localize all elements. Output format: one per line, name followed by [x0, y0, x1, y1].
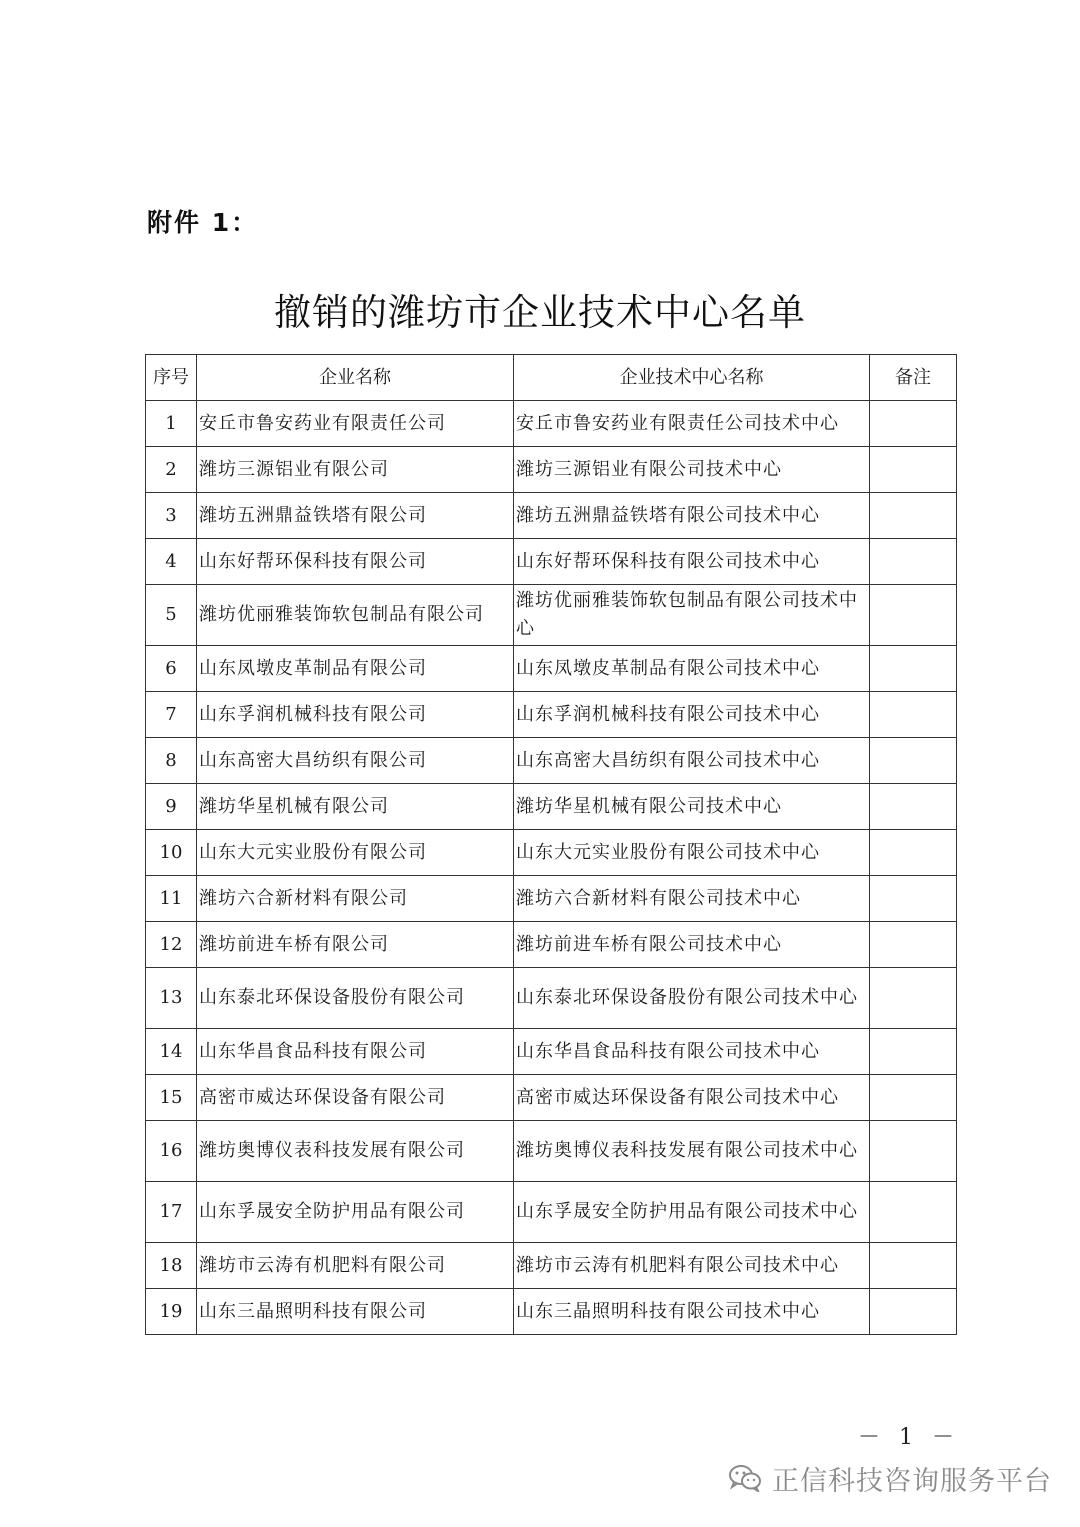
row-note	[870, 1075, 957, 1121]
row-note	[870, 401, 957, 447]
table-row	[146, 401, 957, 447]
enterprise-name: 潍坊五洲鼎益铁塔有限公司	[197, 493, 514, 539]
row-note	[870, 646, 957, 692]
row-number: 17	[146, 1182, 197, 1243]
center-name: 潍坊优丽雅装饰软包制品有限公司技术中心	[514, 585, 870, 646]
enterprise-name: 山东大元实业股份有限公司	[197, 830, 514, 876]
table-row	[146, 1182, 957, 1243]
enterprise-name: 高密市威达环保设备有限公司	[197, 1075, 514, 1121]
center-name: 山东高密大昌纺织有限公司技术中心	[514, 738, 870, 784]
table-row	[146, 1289, 957, 1335]
enterprise-name: 安丘市鲁安药业有限责任公司	[197, 401, 514, 447]
column-header-note: 备注	[870, 355, 957, 401]
table-row	[146, 922, 957, 968]
table-row	[146, 1029, 957, 1075]
enterprise-name: 潍坊三源铝业有限公司	[197, 447, 514, 493]
table-row	[146, 539, 957, 585]
enterprise-name: 山东泰北环保设备股份有限公司	[197, 968, 514, 1029]
table-row	[146, 692, 957, 738]
enterprise-name: 山东高密大昌纺织有限公司	[197, 738, 514, 784]
center-name: 潍坊六合新材料有限公司技术中心	[514, 876, 870, 922]
table-row	[146, 585, 957, 646]
center-name: 山东泰北环保设备股份有限公司技术中心	[514, 968, 870, 1029]
row-number: 3	[146, 493, 197, 539]
enterprise-name: 山东华昌食品科技有限公司	[197, 1029, 514, 1075]
row-note	[870, 447, 957, 493]
row-note	[870, 1243, 957, 1289]
center-name: 山东华昌食品科技有限公司技术中心	[514, 1029, 870, 1075]
center-name: 山东三晶照明科技有限公司技术中心	[514, 1289, 870, 1335]
row-number: 4	[146, 539, 197, 585]
row-note	[870, 968, 957, 1029]
enterprise-name: 潍坊奥博仪表科技发展有限公司	[197, 1121, 514, 1182]
row-number: 11	[146, 876, 197, 922]
row-number: 14	[146, 1029, 197, 1075]
enterprise-name: 潍坊华星机械有限公司	[197, 784, 514, 830]
table-row	[146, 1075, 957, 1121]
row-number: 15	[146, 1075, 197, 1121]
document-title: 撤销的潍坊市企业技术中心名单	[274, 291, 806, 334]
center-name: 山东好帮环保科技有限公司技术中心	[514, 539, 870, 585]
row-number: 7	[146, 692, 197, 738]
row-note	[870, 692, 957, 738]
watermark-text: 正信科技咨询服务平台	[772, 1465, 1052, 1497]
enterprise-name: 山东好帮环保科技有限公司	[197, 539, 514, 585]
row-number: 10	[146, 830, 197, 876]
row-note	[870, 1029, 957, 1075]
enterprise-name: 山东孚润机械科技有限公司	[197, 692, 514, 738]
row-note	[870, 1121, 957, 1182]
row-number: 5	[146, 585, 197, 646]
center-name: 潍坊五洲鼎益铁塔有限公司技术中心	[514, 493, 870, 539]
table-row	[146, 1243, 957, 1289]
row-number: 9	[146, 784, 197, 830]
row-number: 12	[146, 922, 197, 968]
row-number: 2	[146, 447, 197, 493]
center-name: 潍坊前进车桥有限公司技术中心	[514, 922, 870, 968]
row-note	[870, 738, 957, 784]
center-name: 潍坊市云涛有机肥料有限公司技术中心	[514, 1243, 870, 1289]
row-note	[870, 876, 957, 922]
enterprise-name: 山东三晶照明科技有限公司	[197, 1289, 514, 1335]
center-name: 潍坊华星机械有限公司技术中心	[514, 784, 870, 830]
enterprise-name: 山东凤墩皮革制品有限公司	[197, 646, 514, 692]
enterprise-name: 潍坊市云涛有机肥料有限公司	[197, 1243, 514, 1289]
row-number: 6	[146, 646, 197, 692]
center-name: 山东孚润机械科技有限公司技术中心	[514, 692, 870, 738]
row-number: 13	[146, 968, 197, 1029]
table-row	[146, 876, 957, 922]
row-note	[870, 539, 957, 585]
wechat-icon	[728, 1464, 762, 1492]
watermark	[728, 1458, 1052, 1498]
column-header-number: 序号	[146, 355, 197, 401]
table-row	[146, 738, 957, 784]
center-name: 潍坊三源铝业有限公司技术中心	[514, 447, 870, 493]
revoked-centers-table	[145, 354, 957, 1335]
center-name: 安丘市鲁安药业有限责任公司技术中心	[514, 401, 870, 447]
column-header-center: 企业技术中心名称	[514, 355, 870, 401]
row-number: 1	[146, 401, 197, 447]
center-name: 高密市威达环保设备有限公司技术中心	[514, 1075, 870, 1121]
page-number: － 1 －	[858, 1425, 960, 1450]
enterprise-name: 潍坊优丽雅装饰软包制品有限公司	[197, 585, 514, 646]
center-name: 山东孚晟安全防护用品有限公司技术中心	[514, 1182, 870, 1243]
row-note	[870, 830, 957, 876]
row-note	[870, 1289, 957, 1335]
row-note	[870, 493, 957, 539]
enterprise-name: 潍坊前进车桥有限公司	[197, 922, 514, 968]
center-name: 潍坊奥博仪表科技发展有限公司技术中心	[514, 1121, 870, 1182]
row-number: 18	[146, 1243, 197, 1289]
attachment-label: 附件 1：	[147, 208, 259, 237]
enterprise-name: 潍坊六合新材料有限公司	[197, 876, 514, 922]
row-note	[870, 922, 957, 968]
row-note	[870, 585, 957, 646]
table-header-row	[146, 355, 957, 401]
row-number: 8	[146, 738, 197, 784]
table-row	[146, 784, 957, 830]
center-name: 山东凤墩皮革制品有限公司技术中心	[514, 646, 870, 692]
table-row	[146, 646, 957, 692]
row-number: 16	[146, 1121, 197, 1182]
table-row	[146, 830, 957, 876]
enterprise-name: 山东孚晟安全防护用品有限公司	[197, 1182, 514, 1243]
table-row	[146, 447, 957, 493]
row-number: 19	[146, 1289, 197, 1335]
center-name: 山东大元实业股份有限公司技术中心	[514, 830, 870, 876]
column-header-enterprise: 企业名称	[197, 355, 514, 401]
table-row	[146, 1121, 957, 1182]
table-row	[146, 968, 957, 1029]
row-note	[870, 784, 957, 830]
table-row	[146, 493, 957, 539]
row-note	[870, 1182, 957, 1243]
